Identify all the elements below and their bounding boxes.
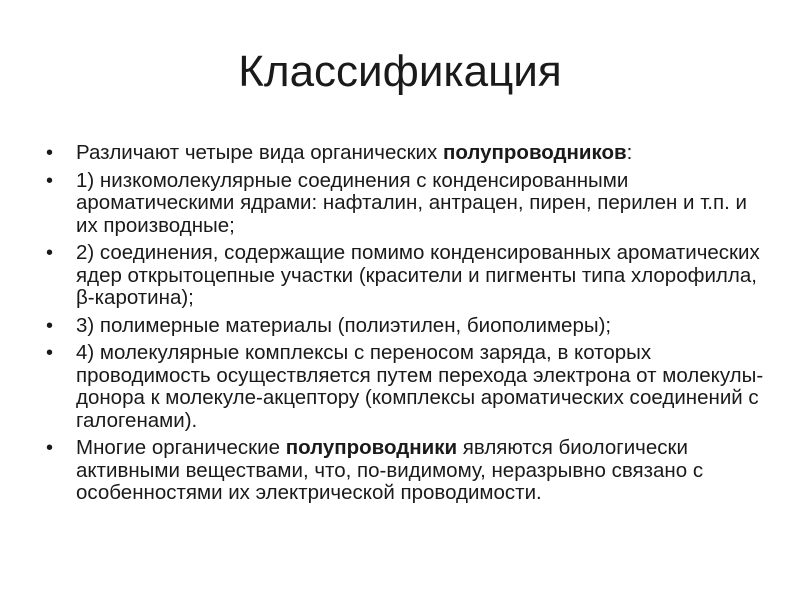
bullet-item-conclusion <box>46 437 766 505</box>
bullet-dot-icon: • <box>46 437 54 459</box>
bullet-text-tail: являются биологически активными веществами, что, по-видимому, неразрывно связано с особенностями их электрической проводимости. <box>76 436 704 504</box>
bullet-dot-icon: • <box>46 314 54 337</box>
bullet-item-type-2 <box>46 242 766 310</box>
bullet-text-tail: : <box>626 141 633 164</box>
bullet-dot-icon: • <box>46 342 54 364</box>
bullet-dot-icon: • <box>46 142 54 164</box>
bullet-dot-icon: • <box>46 169 54 192</box>
bullet-dot-icon: • <box>46 242 54 264</box>
bullet-keyword: полупроводники <box>285 436 458 459</box>
slide-title: Классификация <box>238 47 562 96</box>
bullet-text: 1) низкомолекулярные соединения с конденсированными ароматическими ядрами: нафталин, антрацен, пирен, перилен и т.п. и их производные; <box>76 168 747 237</box>
bullet-list <box>46 142 766 510</box>
bullet-item-intro <box>46 142 766 165</box>
bullet-item-type-3 <box>46 315 766 338</box>
bullet-text: 2) соединения, содержащие помимо конденсированных ароматических ядер открытоцепные участки (красители и пигменты типа хлорофилла, β-каротина); <box>76 241 760 309</box>
bullet-text: 4) молекулярные комплексы с переносом заряда, в которых проводимость осуществляется путем перехода электрона от молекулы-донора к молекуле-акцептору (комплексы ароматических соединений с галогенами). <box>76 341 764 432</box>
bullet-text: Многие органические <box>76 436 286 459</box>
bullet-text: 3) полимерные материалы (полиэтилен, биополимеры); <box>76 313 612 337</box>
bullet-keyword: полупроводников <box>442 141 627 164</box>
bullet-text: Различают четыре вида органических <box>76 141 443 164</box>
bullet-item-type-4 <box>46 342 766 432</box>
bullet-item-type-1 <box>46 170 766 238</box>
